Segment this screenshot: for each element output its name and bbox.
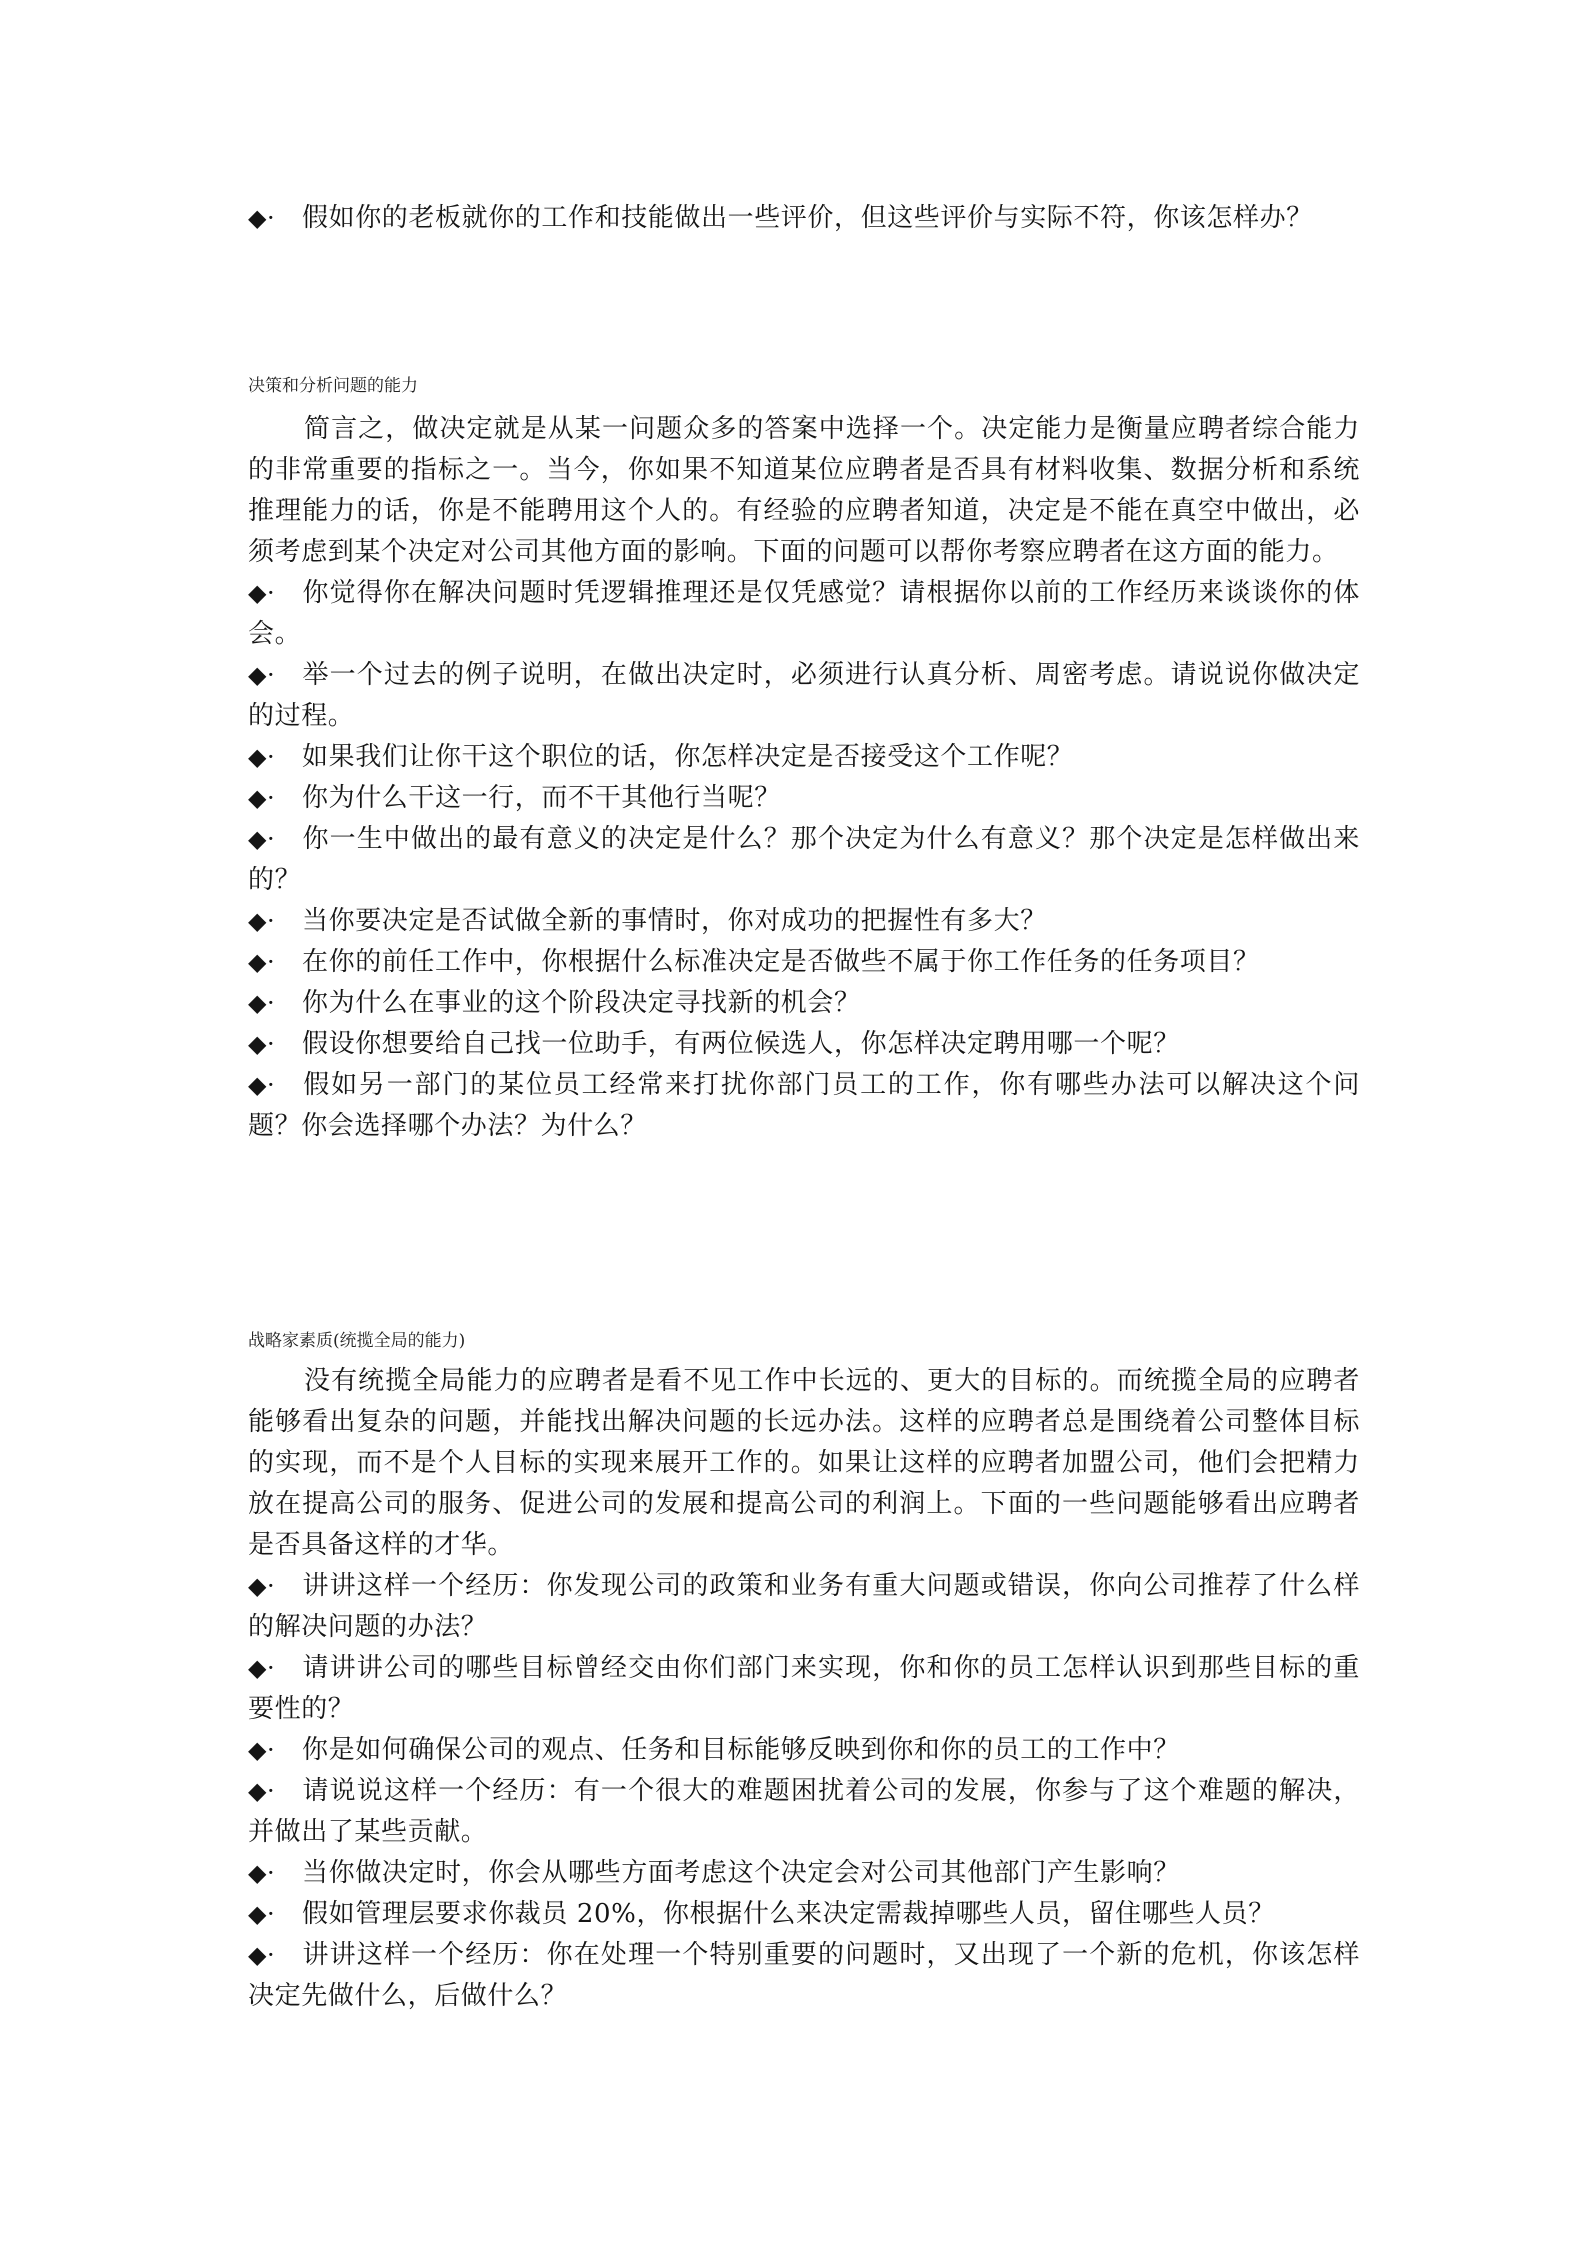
list-item: ◆· 请讲讲公司的哪些目标曾经交由你们部门来实现，你和你的员工怎样认识到那些目标的重要性的？ bbox=[248, 1648, 1360, 1730]
list-item: ◆· 假如另一部门的某位员工经常来打扰你部门员工的工作，你有哪些办法可以解决这个问题？你会选择哪个办法？为什么？ bbox=[248, 1065, 1360, 1147]
list-item: ◆· 假设你想要给自己找一位助手，有两位候选人，你怎样决定聘用哪一个呢？ bbox=[248, 1024, 1360, 1065]
bullet-icon: ◆· bbox=[248, 1941, 276, 1969]
list-item: ◆· 当你做决定时，你会从哪些方面考虑这个决定会对公司其他部门产生影响？ bbox=[248, 1853, 1360, 1894]
section-decision-body bbox=[248, 409, 1360, 1147]
bullet-icon: ◆· bbox=[248, 948, 276, 976]
section-intro: 没有统揽全局能力的应聘者是看不见工作中长远的、更大的目标的。而统揽全局的应聘者能够看出复杂的问题，并能找出解决问题的长远办法。这样的应聘者总是围绕着公司整体目标的实现，而不是个人目标的实现来展开工作的。如果让这样的应聘者加盟公司，他们会把精力放在提高公司的服务、促进公司的发展和提高公司的利润上。下面的一些问题能够看出应聘者是否具备这样的才华。 bbox=[248, 1366, 1360, 1560]
bullet-icon: ◆· bbox=[248, 989, 276, 1017]
bullet-icon: ◆· bbox=[248, 1859, 276, 1887]
list-item: ◆· 请说说这样一个经历：有一个很大的难题困扰着公司的发展，你参与了这个难题的解决，并做出了某些贡献。 bbox=[248, 1771, 1360, 1853]
bullet-icon: ◆· bbox=[248, 1736, 276, 1764]
list-item: ◆· 你一生中做出的最有意义的决定是什么？那个决定为什么有意义？那个决定是怎样做出来的？ bbox=[248, 819, 1360, 901]
list-item: ◆· 假如你的老板就你的工作和技能做出一些评价，但这些评价与实际不符，你该怎样办？ bbox=[248, 198, 1360, 239]
list-item: ◆· 讲讲这样一个经历：你发现公司的政策和业务有重大问题或错误，你向公司推荐了什么样的解决问题的办法？ bbox=[248, 1566, 1360, 1648]
list-item: ◆· 你为什么在事业的这个阶段决定寻找新的机会？ bbox=[248, 983, 1360, 1024]
list-item: ◆· 讲讲这样一个经历：你在处理一个特别重要的问题时，又出现了一个新的危机，你该怎样决定先做什么，后做什么？ bbox=[248, 1935, 1360, 2017]
bullet-icon: ◆· bbox=[248, 784, 276, 812]
list-item: ◆· 你是如何确保公司的观点、任务和目标能够反映到你和你的员工的工作中？ bbox=[248, 1730, 1360, 1771]
top-bullet-list bbox=[248, 198, 1360, 239]
list-item: ◆· 你觉得你在解决问题时凭逻辑推理还是仅凭感觉？请根据你以前的工作经历来谈谈你的体会。 bbox=[248, 573, 1360, 655]
bullet-icon: ◆· bbox=[248, 1777, 276, 1805]
bullet-icon: ◆· bbox=[248, 1900, 276, 1928]
bullet-icon: ◆· bbox=[248, 825, 276, 853]
section-heading-strategy: 战略家素质(统揽全局的能力) bbox=[248, 1331, 466, 1351]
list-item: ◆· 在你的前任工作中，你根据什么标准决定是否做些不属于你工作任务的任务项目？ bbox=[248, 942, 1360, 983]
list-item: ◆· 举一个过去的例子说明，在做出决定时，必须进行认真分析、周密考虑。请说说你做决定的过程。 bbox=[248, 655, 1360, 737]
section-heading-decision: 决策和分析问题的能力 bbox=[248, 376, 418, 396]
list-item: ◆· 当你要决定是否试做全新的事情时，你对成功的把握性有多大？ bbox=[248, 901, 1360, 942]
bullet-icon: ◆· bbox=[248, 907, 276, 935]
bullet-icon: ◆· bbox=[248, 1030, 276, 1058]
bullet-icon: ◆· bbox=[248, 661, 276, 689]
list-item: ◆· 你为什么干这一行，而不干其他行当呢？ bbox=[248, 778, 1360, 819]
section-strategy-body bbox=[248, 1361, 1360, 2017]
list-item: ◆· 如果我们让你干这个职位的话，你怎样决定是否接受这个工作呢？ bbox=[248, 737, 1360, 778]
bullet-icon: ◆· bbox=[248, 1572, 276, 1600]
list-item: ◆· 假如管理层要求你裁员 20%，你根据什么来决定需裁掉哪些人员，留住哪些人员？ bbox=[248, 1894, 1360, 1935]
bullet-icon: ◆· bbox=[248, 204, 276, 232]
bullet-icon: ◆· bbox=[248, 743, 276, 771]
section-intro: 简言之，做决定就是从某一问题众多的答案中选择一个。决定能力是衡量应聘者综合能力的非常重要的指标之一。当今，你如果不知道某位应聘者是否具有材料收集、数据分析和系统推理能力的话，你是不能聘用这个人的。有经验的应聘者知道，决定是不能在真空中做出，必须考虑到某个决定对公司其他方面的影响。下面的问题可以帮你考察应聘者在这方面的能力。 bbox=[248, 414, 1360, 567]
bullet-icon: ◆· bbox=[248, 579, 276, 607]
bullet-icon: ◆· bbox=[248, 1654, 276, 1682]
bullet-icon: ◆· bbox=[248, 1071, 276, 1099]
